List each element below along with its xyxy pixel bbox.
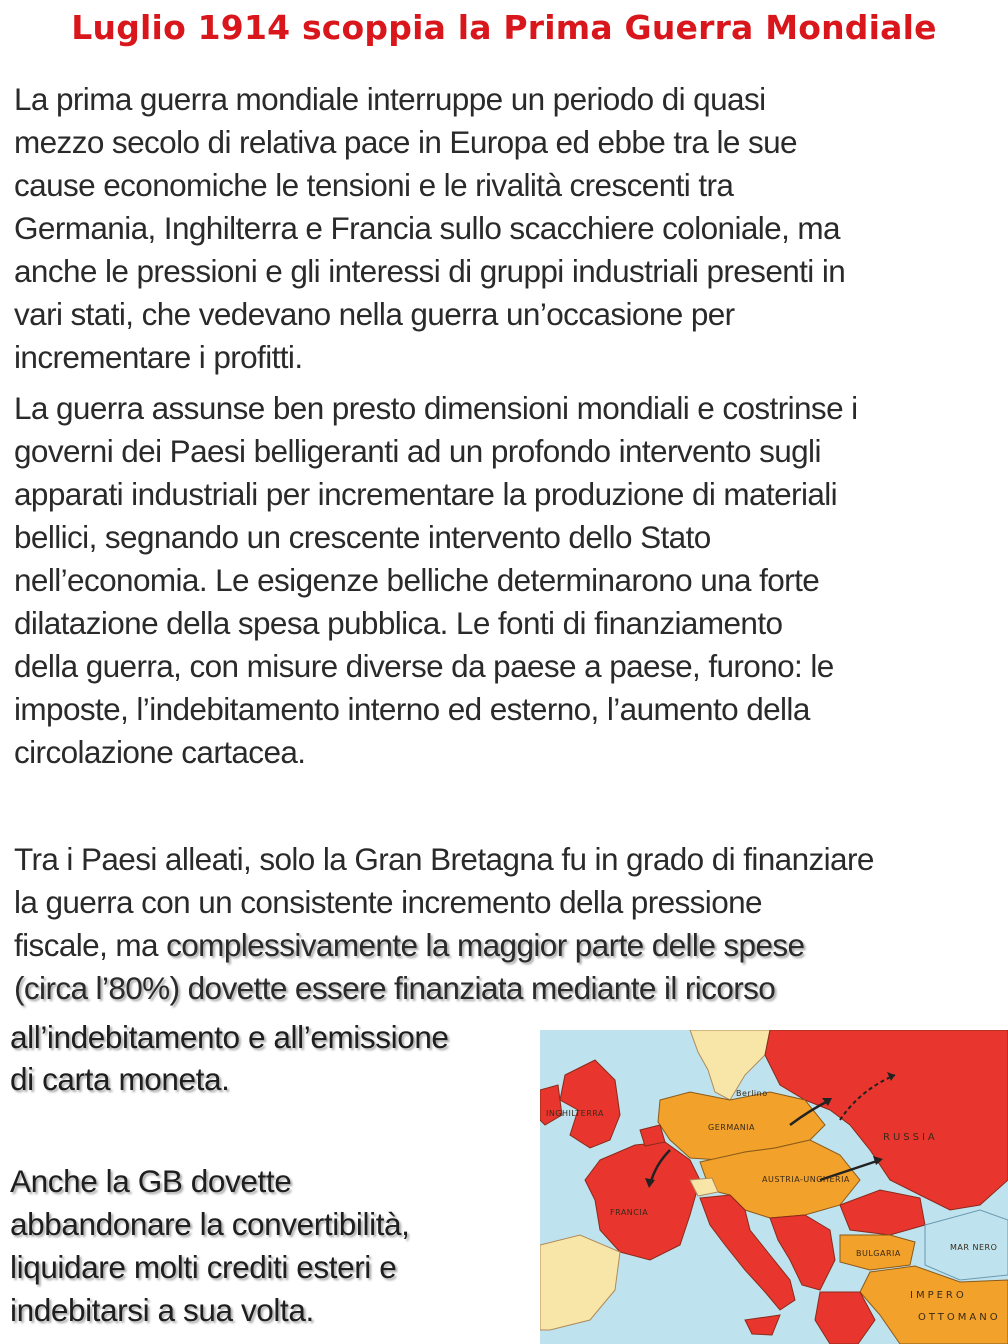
- map-label-ottomano: OTTOMANO: [918, 1312, 1001, 1323]
- paragraph-allies-financing: [14, 838, 998, 1010]
- map-label-inghilterra: INGHILTERRA: [546, 1109, 604, 1118]
- text-plain: fiscale, ma: [14, 927, 167, 963]
- map-label-berlino: Berlino: [736, 1089, 768, 1098]
- text-line: (circa l’80%) dovette essere finanziata mediante il ricorso: [14, 970, 776, 1006]
- page-title: Luglio 1914 scoppia la Prima Guerra Mondiale: [71, 8, 937, 47]
- map-label-germania: GERMANIA: [708, 1123, 756, 1132]
- text-line: circolazione cartacea.: [14, 734, 306, 770]
- text-line: Germania, Inghilterra e Francia sullo scacchiere coloniale, ma: [14, 210, 840, 246]
- text-line: indebitarsi a sua volta.: [10, 1292, 314, 1328]
- text-line: cause economiche le tensioni e le rivalità crescenti tra: [14, 167, 734, 203]
- text-line: abbandonare la convertibilità,: [10, 1206, 410, 1242]
- text-line: della guerra, con misure diverse da paese a paese, furono: le: [14, 648, 834, 684]
- europe-war-map: [540, 1030, 1008, 1344]
- text-line: nell’economia. Le esigenze belliche determinarono una forte: [14, 562, 820, 598]
- map-label-bulgaria: BULGARIA: [856, 1249, 901, 1258]
- text-line: [14, 924, 998, 967]
- map-svg: [540, 1030, 1008, 1344]
- text-line: dilatazione della spesa pubblica. Le fonti di finanziamento: [14, 605, 783, 641]
- paragraph-gb: [10, 1160, 410, 1332]
- map-label-impero: IMPERO: [910, 1290, 967, 1301]
- text-line: La prima guerra mondiale interruppe un periodo di quasi: [14, 81, 766, 117]
- text-line: apparati industriali per incrementare la produzione di materiali: [14, 476, 838, 512]
- map-label-mar-nero: MAR NERO: [950, 1243, 998, 1252]
- text-line: incrementare i profitti.: [14, 339, 303, 375]
- text-line: governi dei Paesi belligeranti ad un profondo intervento sugli: [14, 433, 821, 469]
- map-label-austria: AUSTRIA-UNGHERIA: [762, 1175, 850, 1184]
- text-line: la guerra con un consistente incremento della pressione: [14, 884, 762, 920]
- text-line: Anche la GB dovette: [10, 1163, 292, 1199]
- paragraph-debt: [10, 1016, 449, 1100]
- text-line: di carta moneta.: [10, 1061, 230, 1097]
- text-line: Tra i Paesi alleati, solo la Gran Bretagna fu in grado di finanziare: [14, 841, 874, 877]
- paragraph-war-economy: [14, 387, 998, 774]
- text-line: liquidare molti crediti esteri e: [10, 1249, 397, 1285]
- text-line: anche le pressioni e gli interessi di gruppi industriali presenti in: [14, 253, 846, 289]
- map-label-russia: RUSSIA: [883, 1132, 938, 1143]
- text-line: vari stati, che vedevano nella guerra un’occasione per: [14, 296, 735, 332]
- text-line: La guerra assunse ben presto dimensioni mondiali e costrinse i: [14, 390, 858, 426]
- text-line: bellici, segnando un crescente intervento dello Stato: [14, 519, 711, 555]
- text-line: imposte, l’indebitamento interno ed esterno, l’aumento della: [14, 691, 810, 727]
- paragraph-causes: [14, 78, 998, 379]
- text-line: all’indebitamento e all’emissione: [10, 1019, 449, 1055]
- text-emphasis: complessivamente la maggior parte delle spese: [166, 927, 805, 963]
- text-line: mezzo secolo di relativa pace in Europa ed ebbe tra le sue: [14, 124, 797, 160]
- map-label-francia: FRANCIA: [610, 1208, 649, 1217]
